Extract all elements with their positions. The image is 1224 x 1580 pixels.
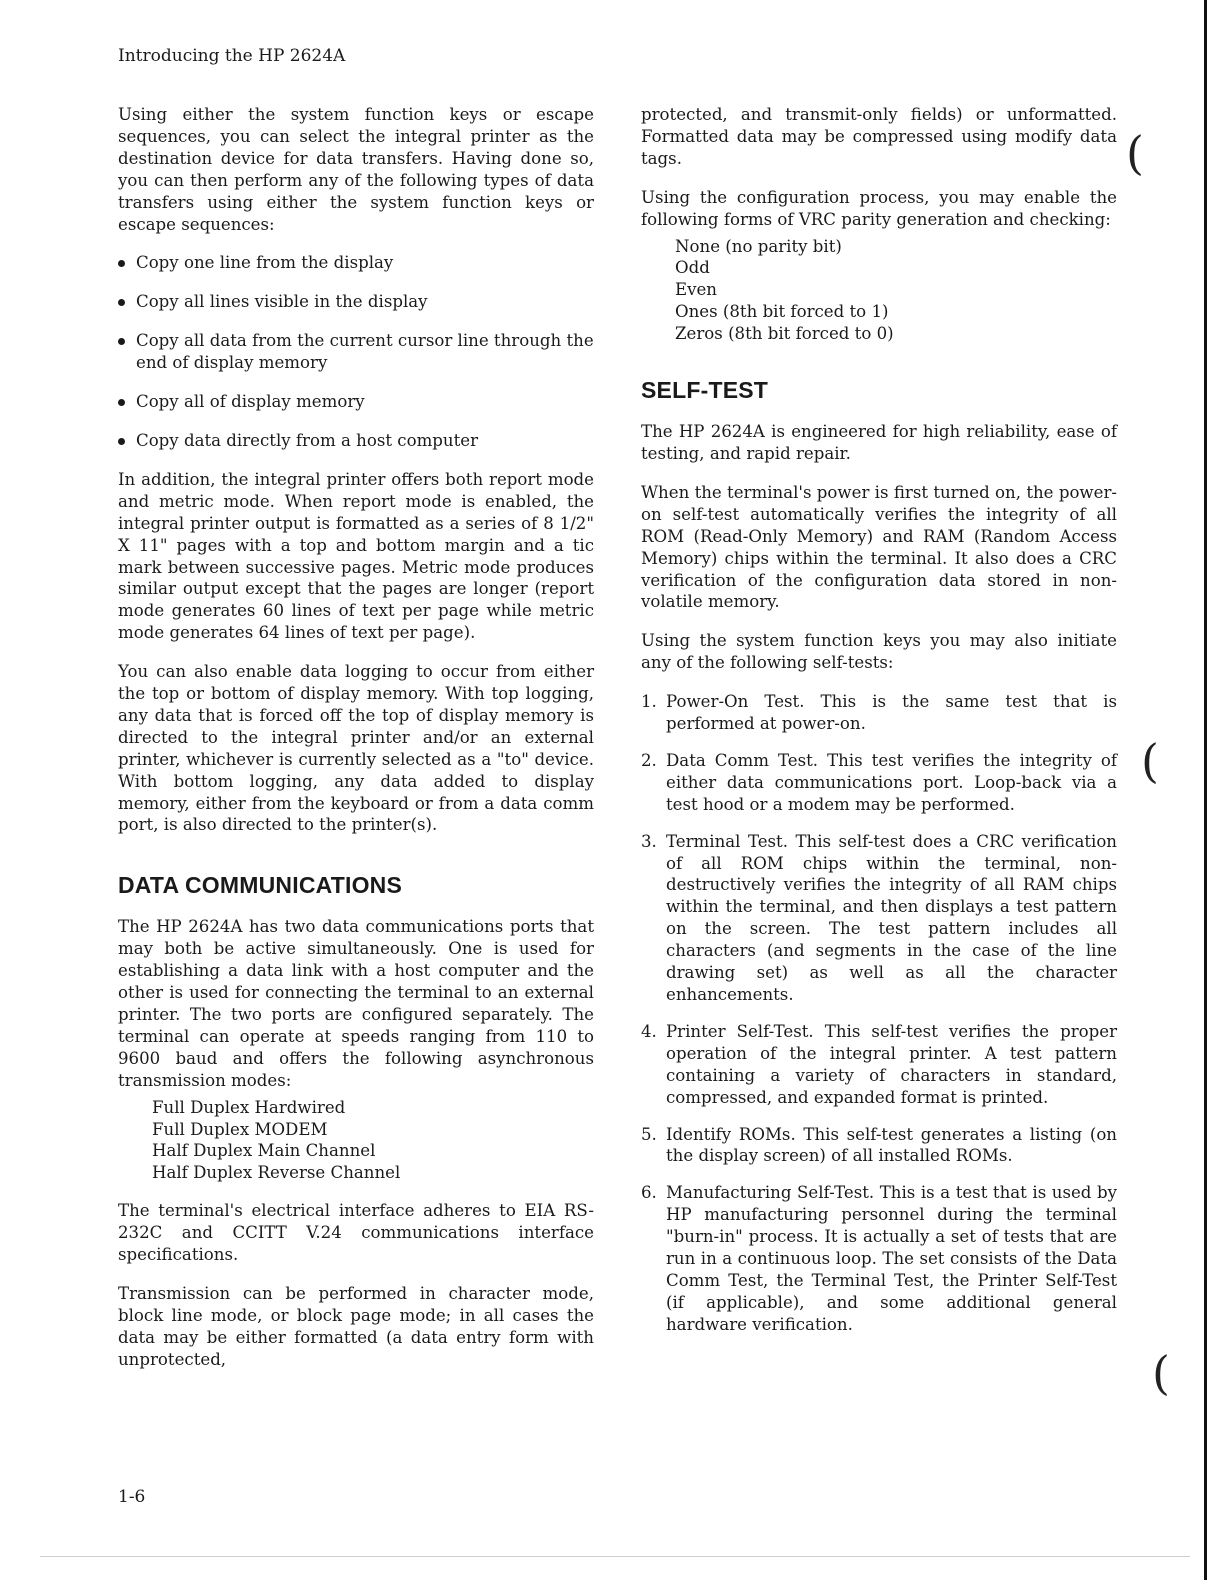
page-edge-line: [1204, 0, 1207, 1580]
logging-paragraph: You can also enable data logging to occur from either the top or bottom of display memory. With top logging, any data that is forced off the top of display memory is directed to the integral printer and/or an external printer, whichever is currently selected as a "to" device. With bottom logging, any data added to display memory, either from the keyboard or from a data comm port, is also directed to the printer(s).: [118, 662, 594, 835]
reliability-paragraph: The HP 2624A is engineered for high reliability, ease of testing, and rapid repair.: [641, 422, 1117, 463]
list-item: Half Duplex Main Channel: [152, 1141, 376, 1161]
item-number: 2.: [641, 750, 657, 770]
item-number: 3.: [641, 831, 657, 851]
item-number: 6.: [641, 1183, 657, 1203]
data-comm-paragraph: The HP 2624A has two data communications ports that may both be active simultaneously. One is used for establishing a data link with a host computer and the other is used for connecting the terminal to an external printer. The two ports are configured separately. The terminal can operate at speeds ranging from 110 to 9600 baud and offers the following asynchronous transmission modes:: [118, 917, 594, 1090]
list-item-text: Manufacturing Self-Test. This is a test that is used by HP manufacturing personnel during the terminal "burn-in" process. It is actually a set of tests that are run in a continuous loop. The set consists of the Data Comm Test, the Terminal Test, the Printer Self-Test (if applicable), and some additional general hardware verification.: [666, 1183, 1117, 1334]
interface-paragraph: The terminal's electrical interface adheres to EIA RS-232C and CCITT V.24 communications interface specifications.: [118, 1201, 594, 1265]
list-item: [641, 1021, 1117, 1109]
list-item: [118, 330, 594, 374]
running-header: Introducing the HP 2624A: [118, 46, 346, 66]
list-item: Odd: [675, 258, 710, 278]
right-column: [641, 104, 1117, 1351]
bottom-edge-line: [40, 1556, 1190, 1557]
list-item-text: Copy all data from the current cursor line through the end of display memory: [136, 331, 594, 373]
bullet-icon: [118, 399, 125, 406]
parity-paragraph: Using the configuration process, you may enable the following forms of VRC parity generation and checking:: [641, 187, 1117, 229]
parity-options-list: [675, 236, 1117, 346]
list-item: [641, 750, 1117, 816]
continued-paragraph: protected, and transmit-only fields) or unformatted. Formatted data may be compressed using modify data tags.: [641, 105, 1117, 168]
list-item-text: Copy all of display memory: [136, 392, 365, 412]
list-item-text: Copy all lines visible in the display: [136, 292, 428, 312]
list-item: [641, 831, 1117, 1006]
left-column: [118, 104, 594, 1388]
copy-options-list: [118, 252, 594, 451]
list-item-text: Copy one line from the display: [136, 253, 394, 273]
binder-hole-mark: (: [1126, 126, 1144, 180]
list-item: [118, 391, 594, 413]
transmission-paragraph: Transmission can be performed in character mode, block line mode, or block page mode; in all cases the data may be either formatted (a data entry form with unprotected,: [118, 1283, 594, 1369]
item-number: 4.: [641, 1021, 657, 1041]
list-item: [118, 252, 594, 274]
list-item: Full Duplex Hardwired: [152, 1097, 346, 1117]
list-item: Zeros (8th bit forced to 0): [675, 324, 894, 344]
item-number: 1.: [641, 692, 657, 712]
list-item: Half Duplex Reverse Channel: [152, 1163, 401, 1183]
power-on-paragraph: When the terminal's power is first turned on, the power-on self-test automatically verifies the integrity of all ROM (Read-Only Memory) and RAM (Random Access Memory) chips within the terminal. It also does a CRC verification of the configuration data stored in non-volatile memory.: [641, 482, 1117, 612]
binder-hole-mark: (: [1152, 1346, 1170, 1400]
page-number: 1-6: [118, 1487, 146, 1507]
bullet-icon: [118, 260, 125, 267]
self-tests-list: [641, 691, 1117, 1336]
list-item: [641, 691, 1117, 735]
data-communications-heading: DATA COMMUNICATIONS: [118, 872, 403, 899]
list-item-text: Terminal Test. This self-test does a CRC verification of all ROM chips within the terminal, non-destructively verifies the integrity of all RAM chips within the terminal, and then displays a test pattern on the screen. The test pattern includes all characters (and segments in the case of the line drawing set) as well as all the character enhancements.: [666, 831, 1117, 1004]
list-item: Even: [675, 280, 717, 300]
list-item: [118, 291, 594, 313]
report-mode-paragraph: In addition, the integral printer offers both report mode and metric mode. When report mode is enabled, the integral printer output is formatted as a series of 8 1/2" X 11" pages with a top and bottom margin and a tic mark between successive pages. Metric mode produces similar output except that the pages are longer (report mode generates 60 lines of text per page while metric mode generates 64 lines of text per page).: [118, 469, 594, 643]
list-item: [118, 430, 594, 452]
self-test-heading: SELF-TEST: [641, 377, 769, 404]
list-item-text: Printer Self-Test. This self-test verifies the proper operation of the integral printer. A test pattern containing a variety of characters in standard, compressed, and expanded format is printed.: [666, 1021, 1117, 1107]
list-item: [641, 1182, 1117, 1335]
list-item: Full Duplex MODEM: [152, 1119, 328, 1139]
binder-hole-mark: (: [1141, 734, 1159, 788]
list-item-text: Identify ROMs. This self-test generates a listing (on the display screen) of all installed ROMs.: [666, 1124, 1117, 1166]
list-item-text: Data Comm Test. This test verifies the integrity of either data communications port. Loop-back via a test hood or a modem may be performed.: [666, 750, 1117, 814]
list-item: None (no parity bit): [675, 236, 842, 256]
item-number: 5.: [641, 1124, 657, 1144]
list-item-text: Copy data directly from a host computer: [136, 430, 479, 450]
bullet-icon: [118, 338, 125, 345]
intro-paragraph: Using either the system function keys or escape sequences, you can select the integral printer as the destination device for data transfers. Having done so, you can then perform any of the following types of data transfers using either the system function keys or escape sequences:: [118, 105, 594, 234]
list-item: Ones (8th bit forced to 1): [675, 302, 889, 322]
function-keys-paragraph: Using the system function keys you may also initiate any of the following self-tests:: [641, 631, 1117, 673]
bullet-icon: [118, 299, 125, 306]
list-item-text: Power-On Test. This is the same test that is performed at power-on.: [666, 692, 1117, 734]
bullet-icon: [118, 438, 125, 445]
list-item: [641, 1124, 1117, 1168]
transmission-modes-list: [152, 1097, 594, 1185]
